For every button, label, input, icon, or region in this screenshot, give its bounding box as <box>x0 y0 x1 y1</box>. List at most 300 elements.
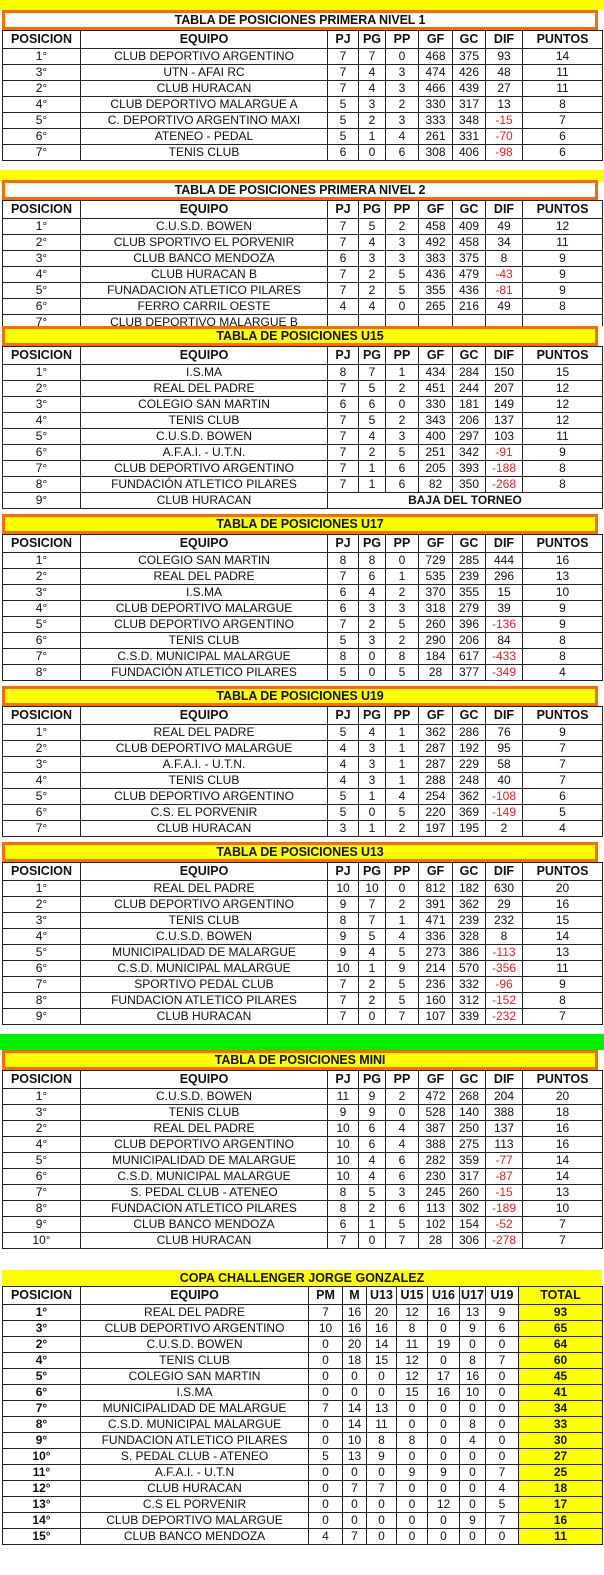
column-header-u19: U19 <box>486 1287 519 1305</box>
cell-position: 3° <box>3 1105 81 1121</box>
cell-dif: -87 <box>486 1169 523 1185</box>
cell-puntos: 12 <box>523 413 603 429</box>
cell-pp: 1 <box>386 725 419 741</box>
cell-team: UTN - AFAI RC <box>81 65 328 81</box>
cell-u17: 0 <box>460 1401 486 1417</box>
cell-team: CLUB DEPORTIVO MALARGUE B <box>81 315 328 327</box>
cell-u17: 10 <box>460 1385 486 1401</box>
cell-position: 6° <box>3 445 81 461</box>
cell-dif: -113 <box>486 945 523 961</box>
cell-pg: 4 <box>359 725 386 741</box>
column-header-pg: PG <box>359 201 386 219</box>
cell-puntos: 14 <box>523 49 603 65</box>
cell-position: 1° <box>3 881 81 897</box>
cell-dif: 137 <box>486 413 523 429</box>
cell-gf: 82 <box>419 477 453 493</box>
table-row <box>3 945 603 961</box>
cell-pp: 1 <box>386 757 419 773</box>
cell-pj: 7 <box>328 1009 359 1025</box>
cell-u16: 0 <box>428 1401 460 1417</box>
copa-table <box>2 1286 603 1545</box>
cell-gc: 275 <box>453 1137 486 1153</box>
cell-pp: 2 <box>386 897 419 913</box>
cell-pg: 2 <box>359 617 386 633</box>
column-header-gc: GC <box>453 535 486 553</box>
cell-u13: 0 <box>367 1465 397 1481</box>
table-row <box>3 219 603 235</box>
cell-position: 3° <box>3 757 81 773</box>
cell-gc: 206 <box>453 633 486 649</box>
cell-team: CLUB BANCO MENDOZA <box>81 1217 328 1233</box>
cell-m: 14 <box>343 1401 367 1417</box>
table-row <box>3 1497 603 1513</box>
cell-team: TENIS CLUB <box>81 1353 309 1369</box>
cell-team: I.S.MA <box>81 365 328 381</box>
cell-puntos: 14 <box>523 1153 603 1169</box>
cell-position: 4° <box>3 773 81 789</box>
cell-team: C.S.D. MUNICIPAL MALARGUE <box>81 649 328 665</box>
cell-pg: 2 <box>359 1201 386 1217</box>
cell-pp: 3 <box>386 1185 419 1201</box>
column-header-dif: DIF <box>486 535 523 553</box>
cell-pj: 7 <box>328 65 359 81</box>
column-header-gc: GC <box>453 863 486 881</box>
cell-gf: 205 <box>419 461 453 477</box>
cell-pp: 3 <box>386 65 419 81</box>
cell-puntos: 9 <box>523 725 603 741</box>
cell-u15: 11 <box>397 1337 428 1353</box>
cell-pj: 10 <box>328 881 359 897</box>
cell-pg: 4 <box>359 429 386 445</box>
cell-puntos: 7 <box>523 113 603 129</box>
cell-pg: 0 <box>359 649 386 665</box>
cell-team: C. DEPORTIVO ARGENTINO MAXI <box>81 113 328 129</box>
cell-puntos: 13 <box>523 569 603 585</box>
cell-total: 65 <box>519 1321 603 1337</box>
cell-puntos: 8 <box>523 649 603 665</box>
cell-team: CLUB SPORTIVO EL PORVENIR <box>81 235 328 251</box>
cell-total: 33 <box>519 1417 603 1433</box>
table-row <box>3 789 603 805</box>
table-row <box>3 1185 603 1201</box>
column-header-puntos: PUNTOS <box>523 31 603 49</box>
cell-u13: 0 <box>367 1529 397 1545</box>
column-header-position: POSICION <box>3 1287 81 1305</box>
cell-position: 3° <box>3 913 81 929</box>
cell-gc: 617 <box>453 649 486 665</box>
cell-m: 16 <box>343 1305 367 1321</box>
cell-position: 6° <box>3 1169 81 1185</box>
cell-total: 60 <box>519 1353 603 1369</box>
cell-pm: 0 <box>309 1497 343 1513</box>
cell-u16: 0 <box>428 1481 460 1497</box>
table-row <box>3 267 603 283</box>
standings-table <box>2 200 603 326</box>
cell-gf: 466 <box>419 81 453 97</box>
cell-u15: 9 <box>397 1465 428 1481</box>
column-header-team: EQUIPO <box>81 535 328 553</box>
cell-gf: 287 <box>419 757 453 773</box>
cell-pp: 8 <box>386 649 419 665</box>
table-row <box>3 235 603 251</box>
cell-gf: 184 <box>419 649 453 665</box>
cell-gc: 248 <box>453 773 486 789</box>
cell-puntos: 8 <box>523 299 603 315</box>
cell-pj: 10 <box>328 1121 359 1137</box>
cell-position: 5° <box>3 113 81 129</box>
cell-pp: 4 <box>386 1121 419 1137</box>
cell-puntos: 13 <box>523 1185 603 1201</box>
cell-puntos: 7 <box>523 1009 603 1025</box>
cell-pj: 7 <box>328 267 359 283</box>
cell-pj: 6 <box>328 1217 359 1233</box>
cell-puntos: 7 <box>523 757 603 773</box>
cell-pj: 4 <box>328 757 359 773</box>
column-header-dif: DIF <box>486 201 523 219</box>
cell-gc: 195 <box>453 821 486 837</box>
standings-table <box>2 534 603 681</box>
cell-puntos: 8 <box>523 461 603 477</box>
table-row <box>3 1481 603 1497</box>
table-row <box>3 145 603 161</box>
standings-table <box>2 346 603 509</box>
cell-pg: 7 <box>359 365 386 381</box>
column-header-pj: PJ <box>328 863 359 881</box>
cell-u17: 8 <box>460 1417 486 1433</box>
table-row <box>3 299 603 315</box>
cell-puntos: 6 <box>523 145 603 161</box>
cell-gf: 113 <box>419 1201 453 1217</box>
cell-position: 3° <box>3 585 81 601</box>
cell-puntos: 11 <box>523 429 603 445</box>
cell-pp: 6 <box>386 1201 419 1217</box>
table-row <box>3 1169 603 1185</box>
cell-gc: 439 <box>453 81 486 97</box>
cell-m: 0 <box>343 1369 367 1385</box>
cell-pg: 2 <box>359 445 386 461</box>
cell-team: REAL DEL PADRE <box>81 725 328 741</box>
cell-team: CLUB DEPORTIVO ARGENTINO <box>81 461 328 477</box>
cell-puntos: 6 <box>523 129 603 145</box>
cell-m: 0 <box>343 1497 367 1513</box>
column-header-pj: PJ <box>328 347 359 365</box>
table-copa-challenger <box>0 1270 604 1575</box>
cell-pm: 0 <box>309 1513 343 1529</box>
table-row <box>3 1369 603 1385</box>
table-row <box>3 1217 603 1233</box>
column-header-pp: PP <box>386 201 419 219</box>
cell-puntos: 9 <box>523 617 603 633</box>
cell-team: FERRO CARRIL OESTE <box>81 299 328 315</box>
cell-gc: 284 <box>453 365 486 381</box>
cell-team: TENIS CLUB <box>81 413 328 429</box>
cell-total: 34 <box>519 1401 603 1417</box>
cell-pp: 6 <box>386 1153 419 1169</box>
cell-pj: 8 <box>328 1201 359 1217</box>
column-header-dif: DIF <box>486 347 523 365</box>
cell-u16: 17 <box>428 1369 460 1385</box>
cell-pg: 7 <box>359 49 386 65</box>
cell-pg: 6 <box>359 1137 386 1153</box>
cell-gc: 377 <box>453 665 486 681</box>
column-header-position: POSICION <box>3 707 81 725</box>
cell-u15: 12 <box>397 1353 428 1369</box>
cell-dif: 207 <box>486 381 523 397</box>
cell-gf: 468 <box>419 49 453 65</box>
cell-pj: 7 <box>328 429 359 445</box>
cell-gf <box>419 315 453 327</box>
cell-m: 7 <box>343 1481 367 1497</box>
column-header-gf: GF <box>419 707 453 725</box>
cell-pg: 5 <box>359 929 386 945</box>
cell-dif: 2 <box>486 821 523 837</box>
cell-pp: 2 <box>386 633 419 649</box>
cell-pp: 6 <box>386 1169 419 1185</box>
table-row <box>3 1385 603 1401</box>
cell-gf: 330 <box>419 97 453 113</box>
column-header-total: TOTAL <box>519 1287 603 1305</box>
column-header-gc: GC <box>453 31 486 49</box>
table-row <box>3 97 603 113</box>
table-mini <box>0 1050 604 1258</box>
cell-u19: 0 <box>486 1417 519 1433</box>
cell-pg: 0 <box>359 145 386 161</box>
cell-pm: 7 <box>309 1305 343 1321</box>
cell-gc: 260 <box>453 1185 486 1201</box>
cell-u19: 0 <box>486 1369 519 1385</box>
cell-puntos: 7 <box>523 1233 603 1249</box>
cell-gc: 286 <box>453 725 486 741</box>
cell-gc: 375 <box>453 49 486 65</box>
cell-pj: 5 <box>328 789 359 805</box>
cell-position: 1° <box>3 365 81 381</box>
cell-puntos: 12 <box>523 219 603 235</box>
table-u13 <box>0 842 604 1038</box>
cell-puntos: 9 <box>523 283 603 299</box>
cell-position: 1° <box>3 1305 81 1321</box>
cell-u13: 14 <box>367 1337 397 1353</box>
column-header-pj: PJ <box>328 707 359 725</box>
cell-u19: 0 <box>486 1449 519 1465</box>
cell-pj: 4 <box>328 741 359 757</box>
column-header-puntos: PUNTOS <box>523 707 603 725</box>
cell-gc: 458 <box>453 235 486 251</box>
cell-gc: 331 <box>453 129 486 145</box>
cell-gc: 302 <box>453 1201 486 1217</box>
cell-pg: 2 <box>359 993 386 1009</box>
cell-gc: 192 <box>453 741 486 757</box>
cell-u13: 16 <box>367 1321 397 1337</box>
cell-u16: 0 <box>428 1513 460 1529</box>
cell-gf: 434 <box>419 365 453 381</box>
cell-pj: 6 <box>328 585 359 601</box>
cell-pj: 9 <box>328 945 359 961</box>
cell-pp: 6 <box>386 145 419 161</box>
cell-pp: 7 <box>386 1233 419 1249</box>
cell-u17: 16 <box>460 1369 486 1385</box>
cell-u19: 0 <box>486 1433 519 1449</box>
table-row <box>3 993 603 1009</box>
cell-dif: -152 <box>486 993 523 1009</box>
cell-puntos: 16 <box>523 553 603 569</box>
cell-gf: 282 <box>419 1153 453 1169</box>
cell-pp: 5 <box>386 977 419 993</box>
cell-team: C.S.D. MUNICIPAL MALARGUE <box>81 1417 309 1433</box>
cell-pg: 1 <box>359 961 386 977</box>
table-row <box>3 283 603 299</box>
cell-u19: 7 <box>486 1353 519 1369</box>
cell-pg: 1 <box>359 461 386 477</box>
cell-gf: 245 <box>419 1185 453 1201</box>
cell-dif: -136 <box>486 617 523 633</box>
column-header-pp: PP <box>386 863 419 881</box>
cell-team: CLUB BANCO MENDOZA <box>81 1529 309 1545</box>
cell-team: FUNADACION ATLETICO PILARES <box>81 283 328 299</box>
cell-pp: 4 <box>386 129 419 145</box>
cell-pj: 7 <box>328 283 359 299</box>
cell-dif: -232 <box>486 1009 523 1025</box>
cell-position: 10° <box>3 1449 81 1465</box>
column-header-puntos: PUNTOS <box>523 863 603 881</box>
cell-gf: 220 <box>419 805 453 821</box>
table-row <box>3 805 603 821</box>
table-row <box>3 1433 603 1449</box>
cell-dif: -77 <box>486 1153 523 1169</box>
cell-position: 4° <box>3 929 81 945</box>
cell-m: 0 <box>343 1385 367 1401</box>
cell-pg: 1 <box>359 129 386 145</box>
cell-position: 7° <box>3 461 81 477</box>
cell-puntos: 11 <box>523 65 603 81</box>
cell-pg: 4 <box>359 235 386 251</box>
cell-pp: 0 <box>386 49 419 65</box>
cell-puntos: 9 <box>523 601 603 617</box>
cell-pg: 1 <box>359 789 386 805</box>
table-row <box>3 1337 603 1353</box>
cell-pj: 10 <box>328 961 359 977</box>
cell-team: COLEGIO SAN MARTIN <box>81 397 328 413</box>
cell-pp: 0 <box>386 299 419 315</box>
table-u17 <box>0 514 604 686</box>
column-header-pj: PJ <box>328 201 359 219</box>
cell-gc <box>453 315 486 327</box>
cell-pp: 2 <box>386 97 419 113</box>
cell-gf: 436 <box>419 267 453 283</box>
cell-gf: 387 <box>419 1121 453 1137</box>
table-row <box>3 381 603 397</box>
cell-puntos: 8 <box>523 993 603 1009</box>
cell-u16: 16 <box>428 1385 460 1401</box>
cell-team: SPORTIVO PEDAL CLUB <box>81 977 328 993</box>
table-title: TABLA DE POSICIONES U15 <box>2 326 598 346</box>
column-header-pp: PP <box>386 707 419 725</box>
cell-pj: 7 <box>328 445 359 461</box>
column-header-position: POSICION <box>3 201 81 219</box>
cell-pg: 3 <box>359 633 386 649</box>
column-header-pj: PJ <box>328 31 359 49</box>
standings-table <box>2 1070 603 1249</box>
cell-pm: 0 <box>309 1385 343 1401</box>
cell-team: S. PEDAL CLUB - ATENEO <box>81 1185 328 1201</box>
cell-u19: 0 <box>486 1337 519 1353</box>
cell-position: 2° <box>3 81 81 97</box>
cell-team: CLUB HURACAN <box>81 81 328 97</box>
cell-m: 0 <box>343 1465 367 1481</box>
cell-pj: 9 <box>328 1105 359 1121</box>
column-header-pp: PP <box>386 535 419 553</box>
cell-position: 2° <box>3 1121 81 1137</box>
cell-pp: 0 <box>386 397 419 413</box>
table-row <box>3 617 603 633</box>
column-header-pg: PG <box>359 535 386 553</box>
cell-u15: 0 <box>397 1513 428 1529</box>
cell-u19: 9 <box>486 1305 519 1321</box>
cell-pg: 3 <box>359 601 386 617</box>
cell-puntos: 16 <box>523 1137 603 1153</box>
cell-gf: 451 <box>419 381 453 397</box>
table-row <box>3 649 603 665</box>
cell-pp: 3 <box>386 81 419 97</box>
cell-team: C.U.S.D. BOWEN <box>81 219 328 235</box>
cell-gf: 214 <box>419 961 453 977</box>
cell-u16: 0 <box>428 1449 460 1465</box>
cell-gc: 250 <box>453 1121 486 1137</box>
cell-pj: 10 <box>328 1169 359 1185</box>
cell-pg: 9 <box>359 1105 386 1121</box>
cell-u19: 4 <box>486 1481 519 1497</box>
cell-puntos: 5 <box>523 805 603 821</box>
cell-position: 5° <box>3 1153 81 1169</box>
cell-position: 8° <box>3 665 81 681</box>
cell-u13: 0 <box>367 1497 397 1513</box>
table-row <box>3 445 603 461</box>
cell-pp: 5 <box>386 617 419 633</box>
cell-pj: 9 <box>328 897 359 913</box>
table-row <box>3 1105 603 1121</box>
cell-team: CLUB DEPORTIVO MALARGUE A <box>81 97 328 113</box>
cell-team: REAL DEL PADRE <box>81 881 328 897</box>
cell-dif: -81 <box>486 283 523 299</box>
cell-gf: 535 <box>419 569 453 585</box>
cell-puntos: 20 <box>523 881 603 897</box>
cell-position: 5° <box>3 945 81 961</box>
cell-pg: 7 <box>359 897 386 913</box>
cell-dif: -268 <box>486 477 523 493</box>
cell-u16: 19 <box>428 1337 460 1353</box>
table-row <box>3 1401 603 1417</box>
cell-gf: 528 <box>419 1105 453 1121</box>
cell-gc: 386 <box>453 945 486 961</box>
cell-pj: 4 <box>328 773 359 789</box>
cell-pg: 4 <box>359 65 386 81</box>
cell-gf: 160 <box>419 993 453 1009</box>
cell-pp: 9 <box>386 961 419 977</box>
cell-puntos: 14 <box>523 929 603 945</box>
cell-pp: 7 <box>386 1009 419 1025</box>
cell-u13: 9 <box>367 1449 397 1465</box>
cell-dif: 15 <box>486 585 523 601</box>
cell-position: 7° <box>3 1401 81 1417</box>
cell-position: 5° <box>3 1369 81 1385</box>
table-row <box>3 1009 603 1025</box>
cell-pp <box>386 315 419 327</box>
cell-gf: 388 <box>419 1137 453 1153</box>
cell-dif: 39 <box>486 601 523 617</box>
cell-puntos: 4 <box>523 821 603 837</box>
column-header-gc: GC <box>453 201 486 219</box>
cell-pg: 3 <box>359 757 386 773</box>
column-header-pp: PP <box>386 1071 419 1089</box>
